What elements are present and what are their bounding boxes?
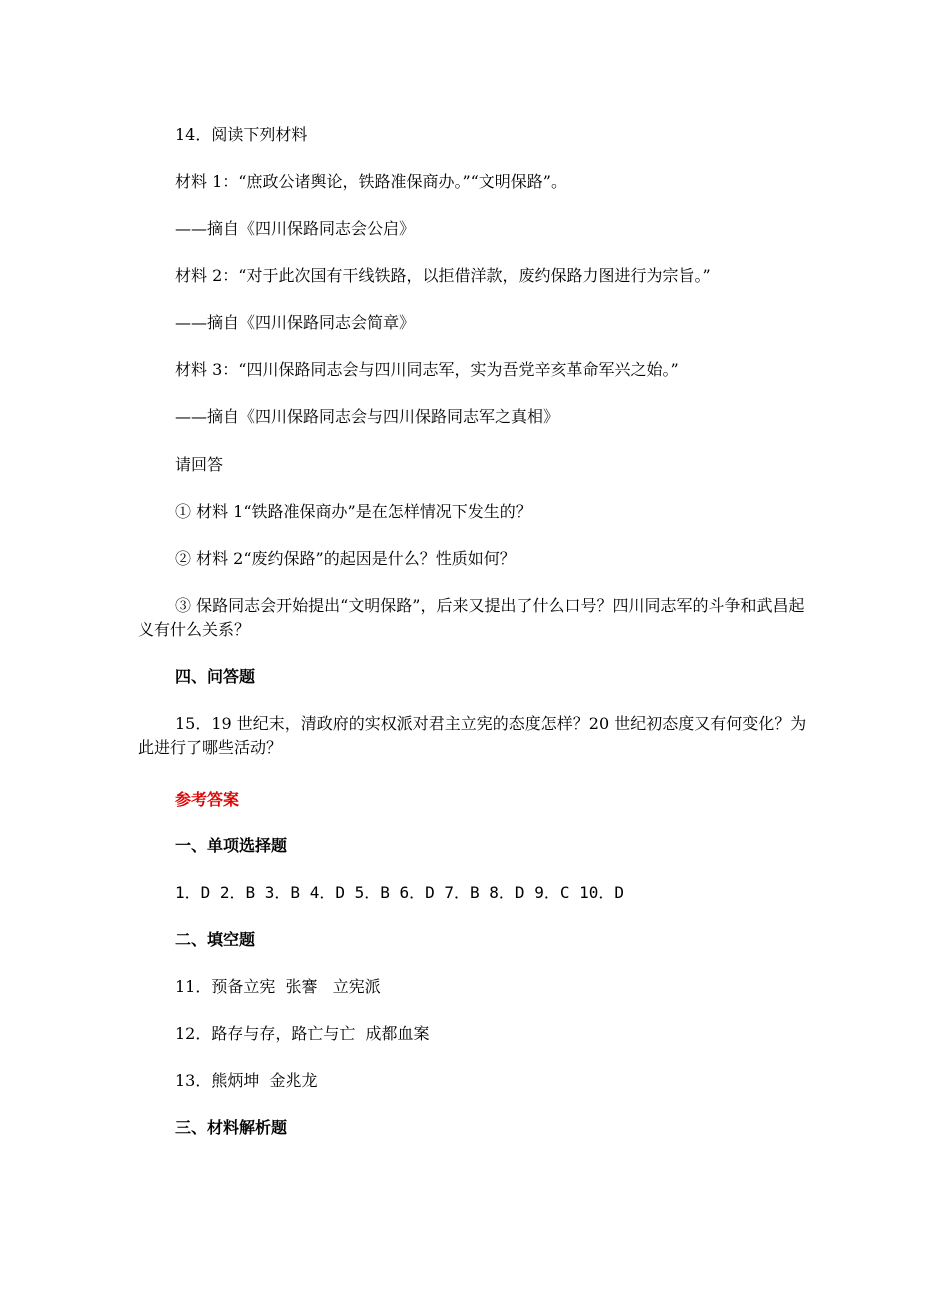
q14-material-1: 材料 1：“庶政公诸舆论，铁路准保商办。”“文明保路”。 (175, 172, 567, 191)
q15-question: 15．19 世纪末，清政府的实权派对君主立宪的态度怎样？20 世纪初态度又有何变化？为此进行了哪些活动？ (138, 714, 807, 757)
answer-13: 13．熊炳坤 金兆龙 (175, 1071, 318, 1090)
q14-source-3: ——摘自《四川保路同志会与四川保路同志军之真相》 (175, 407, 560, 426)
q14-source-1: ——摘自《四川保路同志会公启》 (175, 219, 416, 238)
answer-12: 12．路存与存，路亡与亡 成都血案 (175, 1024, 430, 1043)
answer-key-heading: 参考答案 (175, 790, 240, 809)
q14-material-3: 材料 3：“四川保路同志会与四川同志军，实为吾党辛亥革命军兴之始。” (175, 360, 679, 379)
q14-sub-question-2: ② 材料 2“废约保路”的起因是什么？性质如何？ (175, 549, 516, 568)
q14-sub-question-1: ① 材料 1“铁路准保商办”是在怎样情况下发生的？ (175, 502, 532, 521)
answer-section-1-answers: 1．D 2．B 3．B 4．D 5．B 6．D 7．B 8．D 9．C 10．D (175, 883, 624, 902)
q14-prompt: 请回答 (175, 455, 224, 474)
q14-title: 14．阅读下列材料 (175, 125, 308, 144)
answer-section-1-heading: 一、单项选择题 (175, 836, 288, 855)
answer-section-2-heading: 二、填空题 (175, 930, 256, 949)
q14-material-2: 材料 2：“对于此次国有干线铁路，以拒借洋款，废约保路力图进行为宗旨。” (175, 266, 711, 285)
section-4-heading: 四、问答题 (175, 667, 256, 686)
answer-section-3-heading: 三、材料解析题 (175, 1118, 288, 1137)
q14-sub-question-3: ③ 保路同志会开始提出“文明保路”，后来又提出了什么口号？四川同志军的斗争和武昌起义有什么关系？ (138, 596, 805, 639)
answer-11: 11．预备立宪 张謇 立宪派 (175, 977, 381, 996)
q14-source-2: ——摘自《四川保路同志会简章》 (175, 313, 416, 332)
